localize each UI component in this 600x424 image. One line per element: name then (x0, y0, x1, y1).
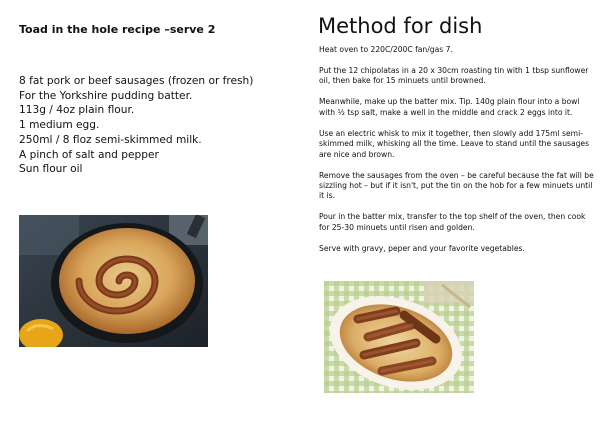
method-heading: Method for dish (318, 14, 483, 38)
ingredient-item: 1 medium egg. (19, 119, 100, 132)
ingredient-list (19, 74, 253, 177)
method-step: Use an electric whisk to mix it together, then slowly add 175ml semi-skimmed milk, whisking all the time. Leave to stand until the sausages are nice and brown. (319, 128, 590, 159)
method-step: Meanwhile, make up the batter mix. Tip. 140g plain flour into a bowl with ½ tsp salt, make a well in the middle and crack 2 eggs into it. (319, 97, 580, 117)
method-step: Serve with gravy, peper and your favorite vegetables. (319, 243, 525, 253)
skillet-photo (19, 215, 208, 347)
method-steps (319, 45, 595, 265)
ingredient-item: A pinch of salt and pepper (19, 148, 159, 161)
recipe-title: Toad in the hole recipe –serve 2 (19, 23, 216, 36)
ingredient-item: 113g / 4oz plain flour. (19, 104, 135, 117)
method-step: Remove the sausages from the oven – be careful because the fat will be sizzling hot – but if it isn't, put the tin on the hob for a few minuets until it is. (319, 170, 594, 201)
ingredient-item: 250ml / 8 floz semi-skimmed milk. (19, 133, 202, 146)
ingredient-item: 8 fat pork or beef sausages (frozen or fresh) (19, 75, 254, 87)
method-step: Put the 12 chipolatas in a 20 x 30cm roasting tin with 1 tbsp sunflower oil, then bake for 15 minuets until browned. (319, 66, 589, 86)
ingredient-item: Sun flour oil (19, 163, 83, 176)
dish-photo (324, 281, 474, 393)
method-step: Heat oven to 220C/200C fan/gas 7. (319, 45, 453, 54)
ingredient-item: For the Yorkshire pudding batter. (19, 89, 193, 102)
method-step: Pour in the batter mix, transfer to the top shelf of the oven, then cook for 25-30 minuets until risen and golden. (319, 212, 586, 232)
